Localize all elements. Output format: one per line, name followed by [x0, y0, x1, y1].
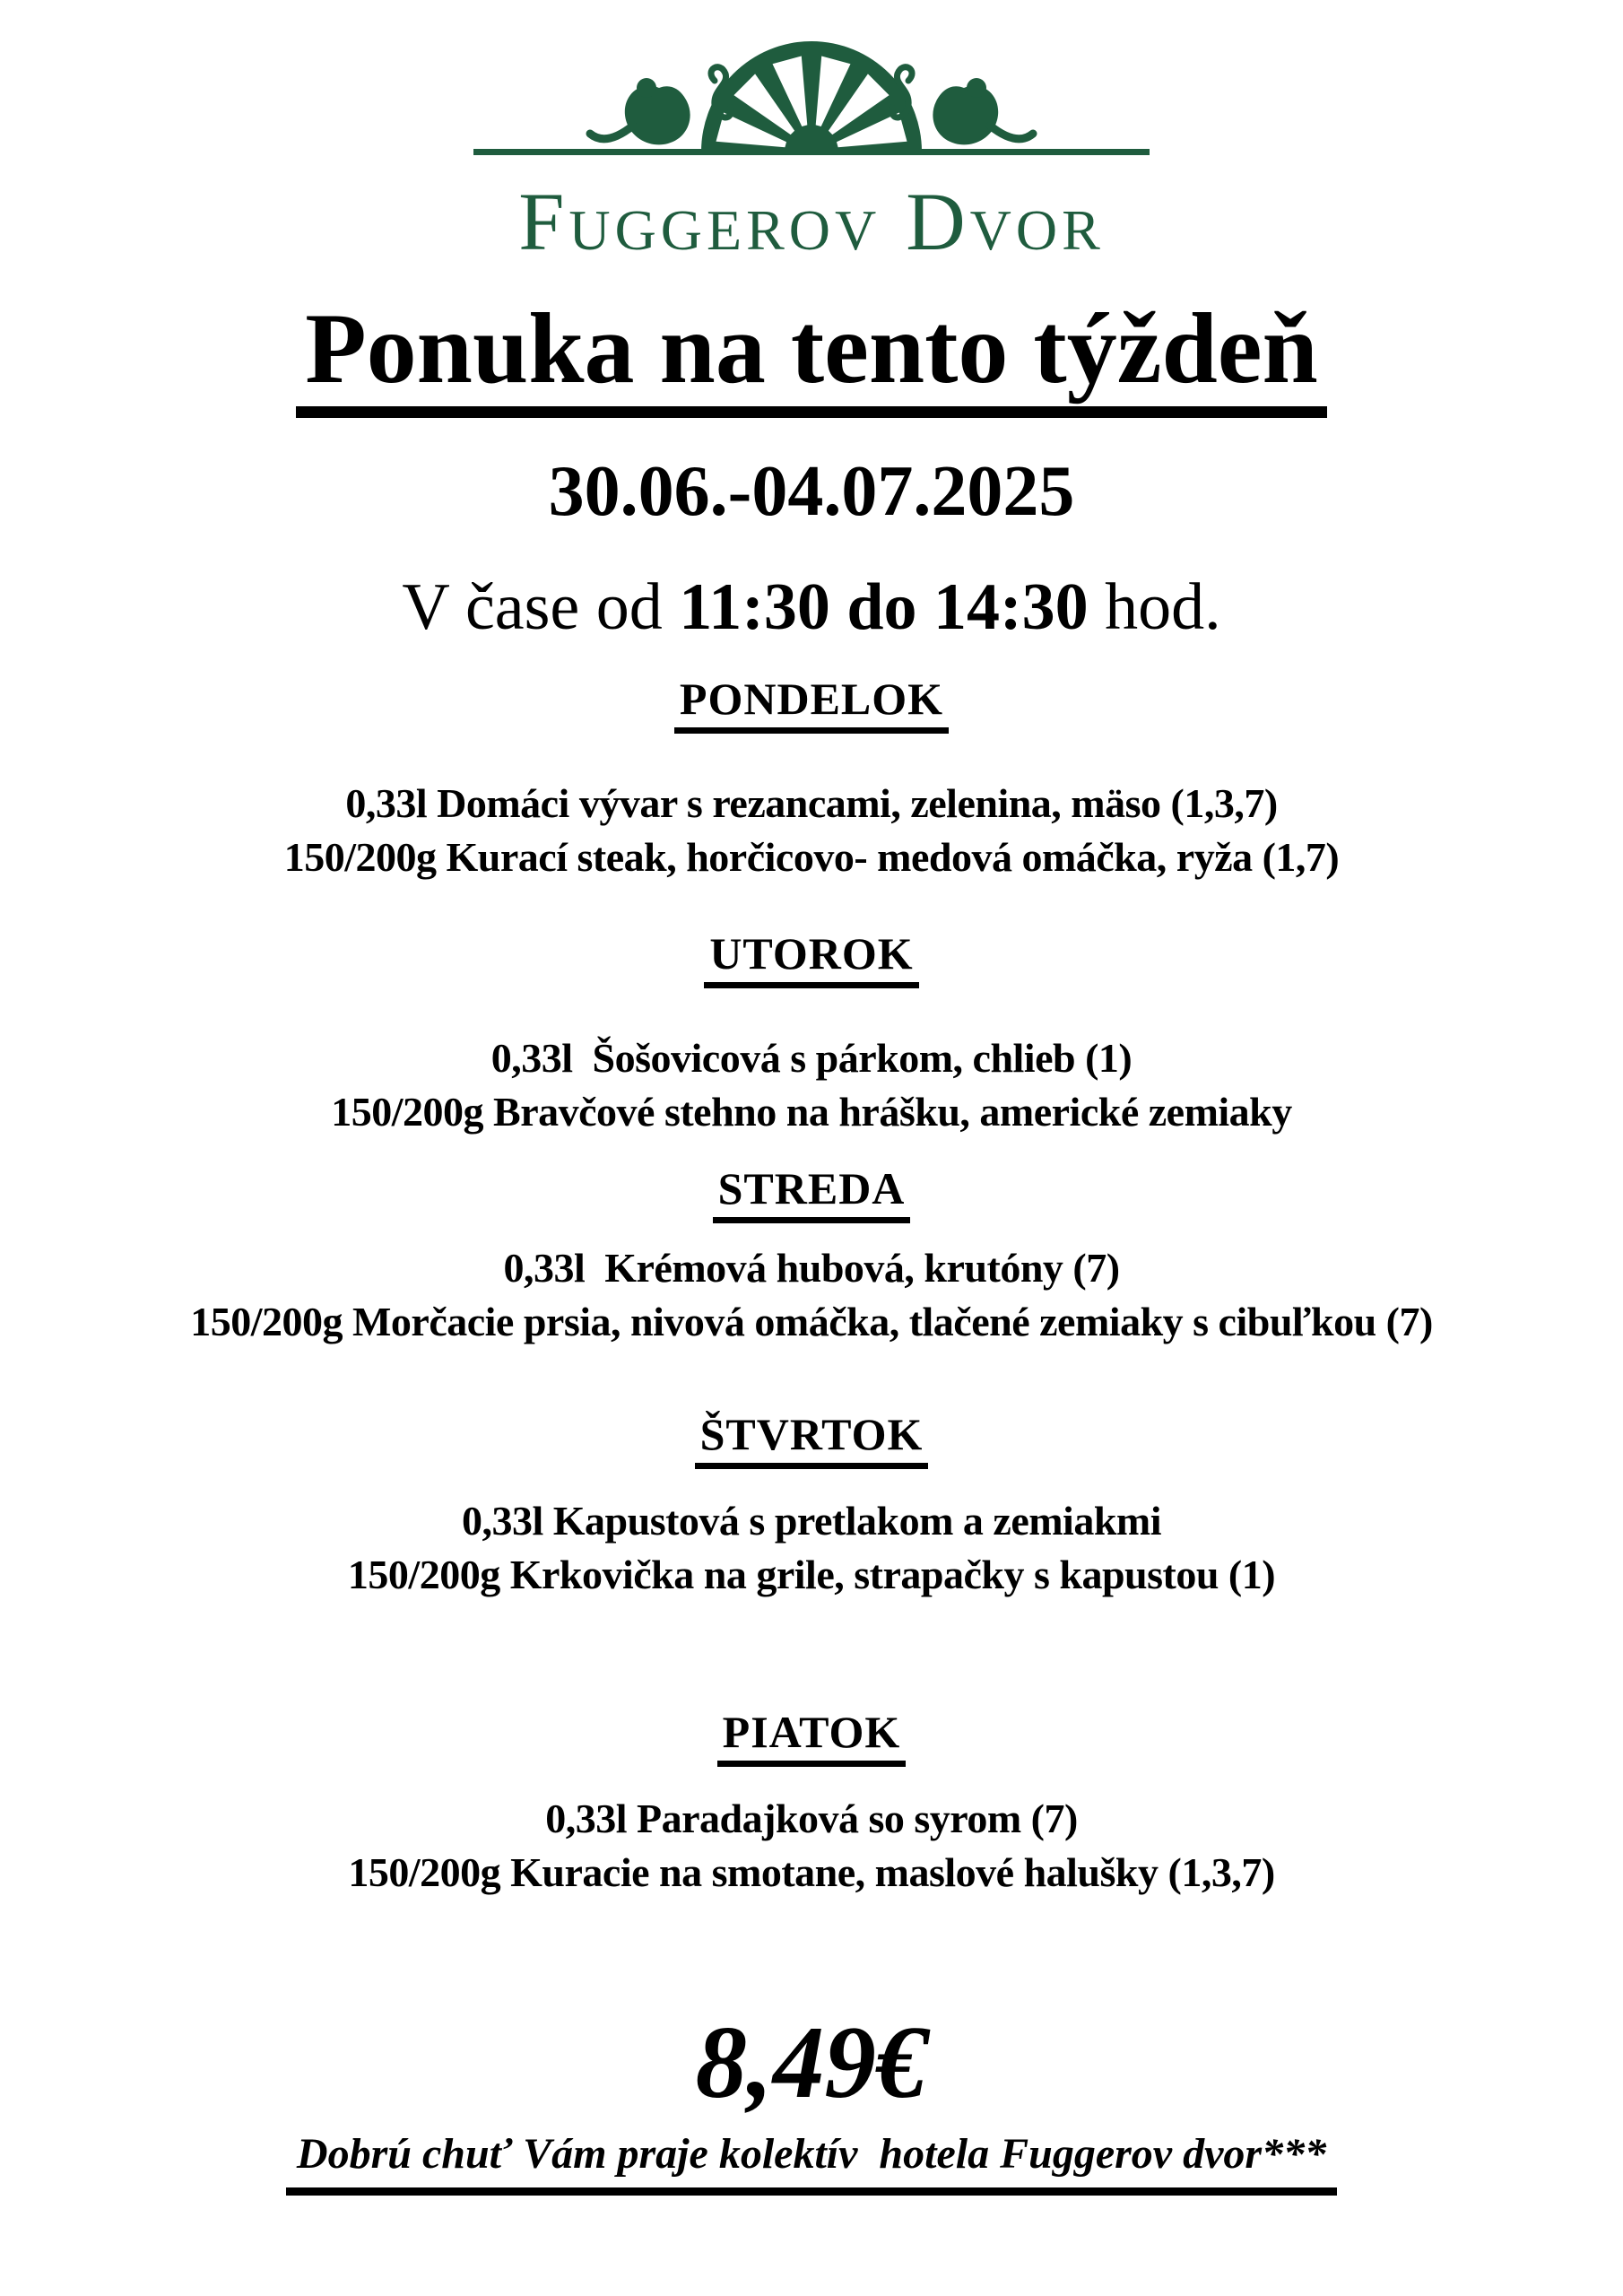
day-dishes: [0, 1792, 1623, 1900]
main-dish-item: 150/200g Krkovička na grile, strapačky s kapustou (1): [347, 1551, 1276, 1597]
day-section-utorok: [0, 927, 1623, 1139]
day-heading: ŠTVRTOK: [695, 1412, 929, 1469]
day-section-streda: [0, 1162, 1623, 1349]
soup-item: 0,33l Paradajková so syrom (7): [545, 1795, 1078, 1841]
day-heading: STREDA: [713, 1166, 911, 1223]
day-dishes: [0, 777, 1623, 884]
soup-item: 0,33l Krémová hubová, krutóny (7): [503, 1244, 1120, 1291]
day-heading: UTOROK: [704, 931, 918, 988]
soup-item: 0,33l Šošovicová s párkom, chlieb (1): [490, 1034, 1133, 1081]
serving-time-suffix: hod.: [1088, 570, 1221, 644]
serving-time-prefix: V čase od: [402, 570, 680, 644]
day-dishes: [0, 1241, 1623, 1349]
day-dishes: [0, 1031, 1623, 1139]
day-section-stvrtok: [0, 1408, 1623, 1602]
soup-item: 0,33l Kapustová s pretlakom a zemiakmi: [461, 1497, 1162, 1544]
date-range: 30.06.-04.07.2025: [548, 451, 1075, 531]
footer-note-text: Dobrú chuť Vám praje kolektív hotela Fuggerov dvor***: [286, 2131, 1337, 2196]
main-dish-item: 150/200g Bravčové stehno na hrášku, americké zemiaky: [331, 1088, 1292, 1135]
main-dish-item: 150/200g Kurací steak, horčicovo- medová omáčka, ryža (1,7): [283, 833, 1340, 880]
day-heading: PIATOK: [717, 1709, 907, 1767]
page-title-text: Ponuka na tento týždeň: [296, 301, 1326, 417]
main-dish-item: 150/200g Kuracie na smotane, maslové halušky (1,3,7): [348, 1848, 1275, 1895]
weekly-menu: [0, 673, 1623, 1900]
serving-time: [0, 570, 1623, 644]
day-section-piatok: [0, 1706, 1623, 1900]
soup-item: 0,33l Domáci vývar s rezancami, zelenina, mäso (1,3,7): [345, 779, 1278, 826]
serving-time-hours: 11:30 do 14:30: [679, 570, 1089, 644]
footer-note: [0, 2131, 1623, 2196]
day-heading: PONDELOK: [674, 676, 949, 734]
arch-sunburst-icon: [701, 41, 922, 152]
logo: [0, 0, 1623, 267]
day-dishes: [0, 1494, 1623, 1602]
menu-price: 8,49€: [695, 2005, 928, 2119]
logo-wordmark: Fuggerov Dvor: [518, 176, 1105, 267]
main-dish-item: 150/200g Morčacie prsia, nivová omáčka, tlačené zemiaky s cibuľkou (7): [190, 1298, 1433, 1344]
page-title: [0, 293, 1623, 417]
day-section-pondelok: [0, 673, 1623, 884]
logo-emblem: [466, 25, 1157, 173]
